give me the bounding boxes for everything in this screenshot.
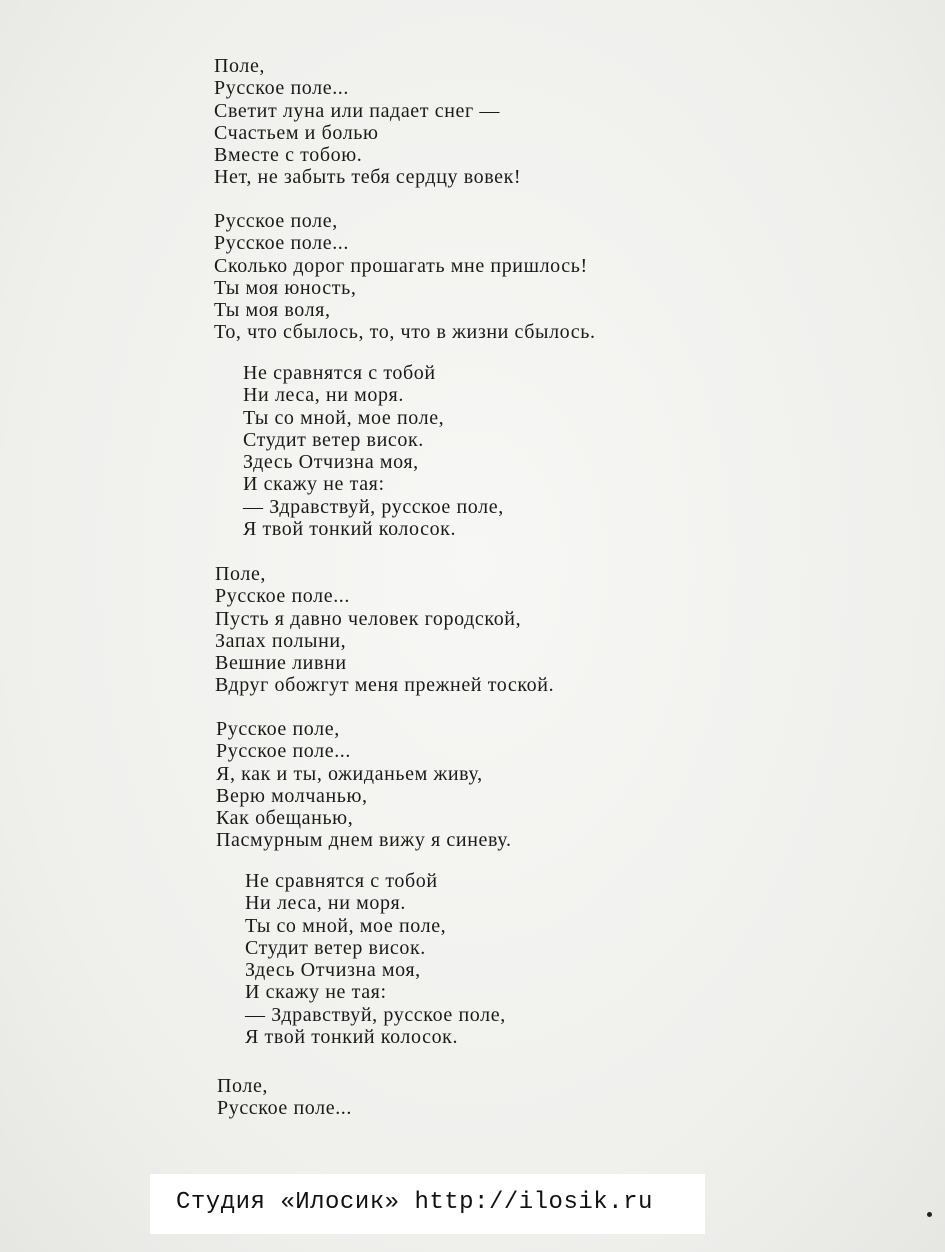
lyric-line: Нет, не забыть тебя сердцу вовек! [214, 166, 522, 189]
lyric-line: Запах полыни, [215, 629, 347, 652]
lyric-line: Не сравнятся с тобой [243, 362, 436, 384]
lyric-line: То, что сбылось, то, что в жизни сбылось. [214, 321, 596, 344]
lyric-line: Верю молчанью, [216, 784, 368, 807]
lyric-line: Вдруг обожгут меня прежней тоской. [215, 674, 555, 697]
scan-speck [927, 1212, 932, 1217]
lyric-line: Я твой тонкий колосок. [243, 518, 457, 541]
lyric-line: Русское поле... [214, 232, 349, 255]
lyric-line: Ты со мной, мое поле, [243, 406, 445, 429]
lyric-line: И скажу не тая: [245, 981, 387, 1004]
lyric-line: Русское поле... [215, 585, 350, 608]
lyric-line: Ты со мной, мое поле, [245, 914, 447, 937]
lyric-line: Здесь Отчизна моя, [245, 959, 421, 982]
lyric-line: Как обещанью, [216, 807, 354, 830]
lyric-line: Сколько дорог прошагать мне пришлось! [214, 254, 588, 277]
lyric-line: Я твой тонкий колосок. [245, 1026, 459, 1049]
lyric-line: Вешние ливни [215, 652, 347, 675]
lyric-line: Русское поле... [214, 77, 349, 100]
lyric-line: Поле, [215, 563, 267, 585]
verse-4 [216, 718, 512, 852]
lyric-line: Ни леса, ни моря. [243, 384, 404, 407]
lyric-line: Вместе с тобою. [214, 144, 363, 167]
verse-2 [214, 210, 596, 344]
lyric-line: — Здравствуй, русское поле, [243, 495, 504, 518]
lyric-line: — Здравствуй, русское поле, [245, 1003, 506, 1026]
lyric-line: Ни леса, ни моря. [245, 892, 406, 915]
lyric-line: Пасмурным днем вижу я синеву. [216, 829, 512, 852]
lyric-line: Здесь Отчизна моя, [243, 451, 419, 474]
verse-1 [214, 55, 521, 189]
lyric-line: Русское поле, [216, 718, 340, 740]
lyric-line: Русское поле... [217, 1097, 352, 1120]
lyric-line: Я, как и ты, ожиданьем живу, [216, 762, 483, 785]
chorus-2 [245, 870, 506, 1048]
lyric-line: Русское поле, [214, 210, 338, 232]
studio-footer [150, 1174, 705, 1234]
lyric-line: И скажу не тая: [243, 473, 385, 496]
lyric-line: Русское поле... [216, 740, 351, 763]
verse-3 [215, 563, 554, 697]
lyric-line: Ты моя воля, [214, 299, 331, 322]
lyric-line: Пусть я давно человек городской, [215, 607, 522, 630]
lyric-line: Ты моя юность, [214, 276, 357, 299]
lyric-line: Студит ветер висок. [245, 936, 426, 959]
lyric-line: Студит ветер висок. [243, 428, 424, 451]
lyric-line: Не сравнятся с тобой [245, 870, 438, 892]
lyric-line: Поле, [214, 55, 266, 77]
lyric-line: Светит луна или падает снег — [214, 99, 500, 122]
chorus-1 [243, 362, 504, 540]
studio-footer-text: Студия «Илосик» http://ilosik.ru [176, 1189, 653, 1216]
lyric-line: Поле, [217, 1075, 269, 1097]
lyric-line: Счастьем и болью [214, 121, 379, 144]
ending [217, 1075, 352, 1120]
